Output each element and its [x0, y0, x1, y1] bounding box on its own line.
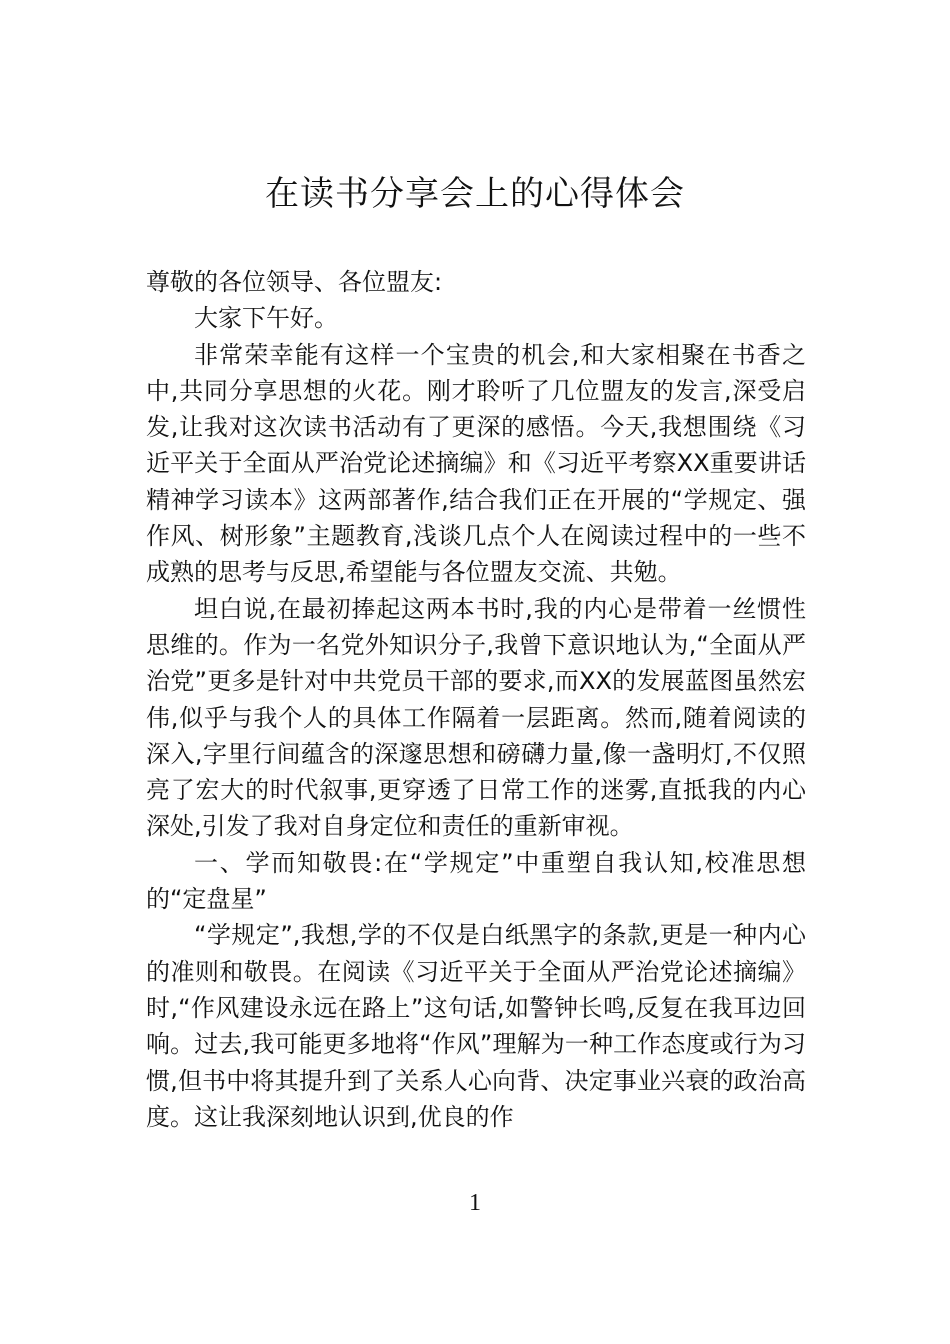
salutation: 尊敬的各位领导、各位盟友: [146, 268, 443, 296]
greeting: 大家下午好。 [194, 304, 338, 333]
page-number: 1 [469, 1190, 481, 1216]
document-title: 在读书分享会上的心得体会 [265, 174, 685, 214]
body-paragraph: 坦白说,在最初捧起这两本书时,我的内心是带着一丝惯性思维的。作为一名党外知识分子,我曾下意识地认为,“全面从严治党”更多是针对中共党员干部的要求,而XX的发展蓝图虽然宏伟,似乎与我个人的具体工作隔着一层距离。然而,随着阅读的深入,字里行间蕴含的深邃思想和磅礴力量,像一盏明灯,不仅照亮了宏大的时代叙事,更穿透了日常工作的迷雾,直抵我的内心深处,引发了我对自身定位和责任的重新审视。 [146, 594, 806, 841]
section-paragraph: “学规定”,我想,学的不仅是白纸黑字的条款,更是一种内心的准则和敬畏。在阅读《习近平关于全面从严治党论述摘编》时,“作风建设永远在路上”这句话,如警钟长鸣,反复在我耳边回响。过去,我可能更多地将“作风”理解为一种工作态度或行为习惯,但书中将其提升到了关系人心向背、决定事业兴衰的政治高度。这让我深刻地认识到,优良的作 [146, 921, 806, 1131]
body-paragraph: 非常荣幸能有这样一个宝贵的机会,和大家相聚在书香之中,共同分享思想的火花。刚才聆听了几位盟友的发言,深受启发,让我对这次读书活动有了更深的感悟。今天,我想围绕《习近平关于全面从严治党论述摘编》和《习近平考察XX重要讲话精神学习读本》这两部著作,结合我们正在开展的“学规定、强作风、树形象”主题教育,浅谈几点个人在阅读过程中的一些不成熟的思考与反思,希望能与各位盟友交流、共勉。 [146, 340, 806, 587]
document-body [146, 264, 806, 1135]
section-heading: 一、学而知敬畏:在“学规定”中重塑自我认知,校准思想的“定盘星” [146, 848, 806, 914]
